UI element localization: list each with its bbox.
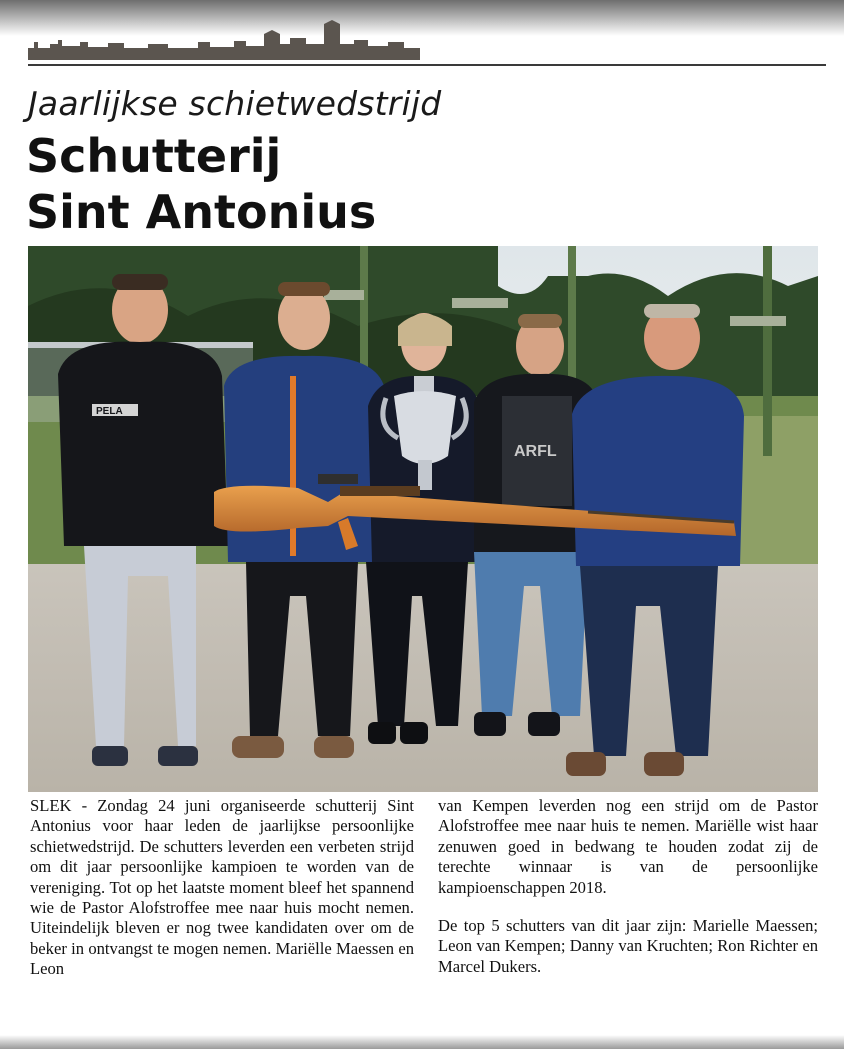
group-photo-illustration	[28, 246, 818, 792]
article-paragraph: De top 5 schutters van dit jaar zijn: Marielle Maessen; Leon van Kempen; Danny van Kruchten; Ron Richter en Marcel Dukers.	[438, 916, 818, 976]
jacket-logo: PELA	[96, 406, 123, 417]
article-kicker: Jaarlijkse schietwedstrijd	[28, 84, 442, 123]
bottom-shadow	[0, 1035, 844, 1049]
headline-line-2: Sint Antonius	[26, 185, 377, 239]
article-paragraph: van Kempen leverden nog een strijd om de Pastor Alofstroffee mee naar huis te nemen. Mariëlle wist haar zenuwen goed in bedwang te houden zodat zij de terechte winnaar is van de persoonlijke kampioenschappen 2018.	[438, 796, 818, 897]
article-paragraph: SLEK - Zondag 24 juni organiseerde schutterij Sint Antonius voor haar leden de jaarlijkse persoonlijke schietwedstrijd. De schutters leverden een verbeten strijd om dit jaar persoonlijke kampioen te worden van de vereniging. Tot op het laatste moment bleef het spannend wie de Pastor Alofstroffee mee naar huis mocht nemen. Uiteindelijk bleven er nog twee kandidaten over om de beker in ontvangst te mogen nemen. Mariëlle Maessen en Leon	[30, 796, 414, 979]
shirt-print: ARFL	[514, 443, 557, 460]
headline-line-1: Schutterij	[26, 129, 282, 183]
article-column-2	[438, 796, 818, 995]
header-rule	[28, 64, 826, 66]
article-photo	[28, 246, 818, 792]
article-headline	[26, 128, 376, 240]
article-column-1	[30, 796, 414, 998]
town-skyline-logo	[28, 18, 420, 60]
